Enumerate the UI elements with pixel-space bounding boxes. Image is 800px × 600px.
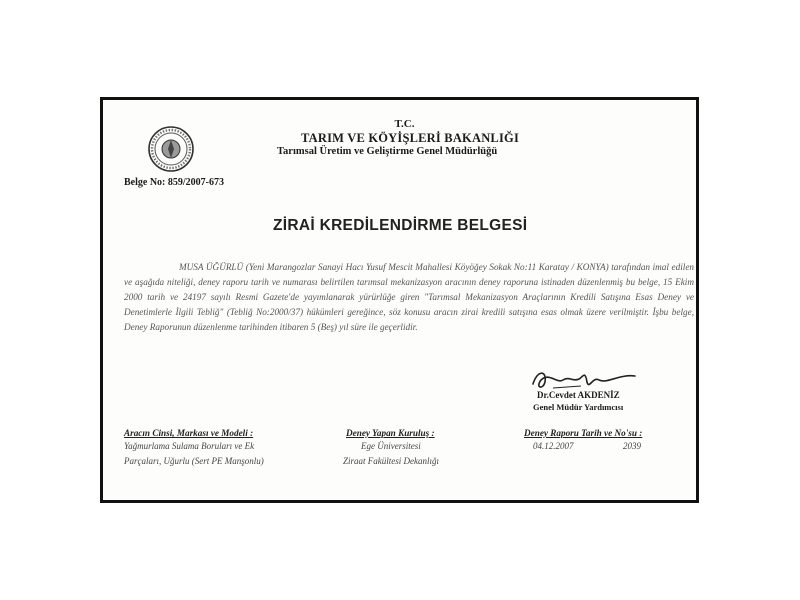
report-date: 04.12.2007 xyxy=(533,441,574,451)
signatory-title: Genel Müdür Yardımcısı xyxy=(533,402,624,412)
vehicle-line-1: Yağmurlama Sulama Boruları ve Ek xyxy=(124,441,255,451)
column-header-vehicle: Aracın Cinsi, Markası ve Modeli : xyxy=(124,428,254,438)
ministry-name: TARIM VE KÖYİŞLERİ BAKANLIĞI xyxy=(301,131,520,145)
column-header-institution: Deney Yapan Kuruluş : xyxy=(346,428,435,438)
document-frame xyxy=(100,97,699,503)
institution-line-1: Ege Üniversitesi xyxy=(361,441,421,451)
certificate-body-text: MUSA ÜĞÜRLÜ (Yeni Marangozlar Sanayi Hacı Yusuf Mescit Mahallesi Köyöğey Sokak No:11 Karatay / KONYA) tarafından imal edilen ve aşağıda niteliği, deney raporu tarih ve numarası belirtilen tarımsal mekanizasyon aracının deney raporuna istinaden düzenlenmiş bu belge, 15 Ekim 2000 tarih ve 24197 sayılı Resmi Gazete'de yayımlanarak yürürlüğe giren "Tarımsal Mekanizasyon Araçlarının Kredili Satışına Esas Deney ve Denetimlerle İlgili Tebliğ" (Tebliğ No:2000/37) hükümleri gereğince, söz konusu aracın zirai kredili satışına esas olmak üzere verilmiştir. İşbu belge, Deney Raporunun düzenlenme tarihinden itibaren 5 (Beş) yıl süre ile geçerlidir. xyxy=(124,262,694,332)
institution-line-2: Ziraat Fakültesi Dekanlığı xyxy=(343,456,439,466)
certificate-page xyxy=(103,100,696,500)
header-tc: T.C. xyxy=(394,118,415,130)
vehicle-line-2: Parçaları, Uğurlu (Sert PE Manşonlu) xyxy=(124,456,264,466)
signatory-name: Dr.Cevdet AKDENİZ xyxy=(537,390,620,400)
ministry-seal-icon xyxy=(147,125,195,173)
document-title: ZİRAİ KREDİLENDİRME BELGESİ xyxy=(273,217,528,234)
document-number: Belge No: 859/2007-673 xyxy=(124,177,224,188)
department-name: Tarımsal Üretim ve Geliştirme Genel Müdürlüğü xyxy=(277,146,498,157)
report-number: 2039 xyxy=(623,441,641,451)
column-header-report: Deney Raporu Tarih ve No'su : xyxy=(524,428,643,438)
